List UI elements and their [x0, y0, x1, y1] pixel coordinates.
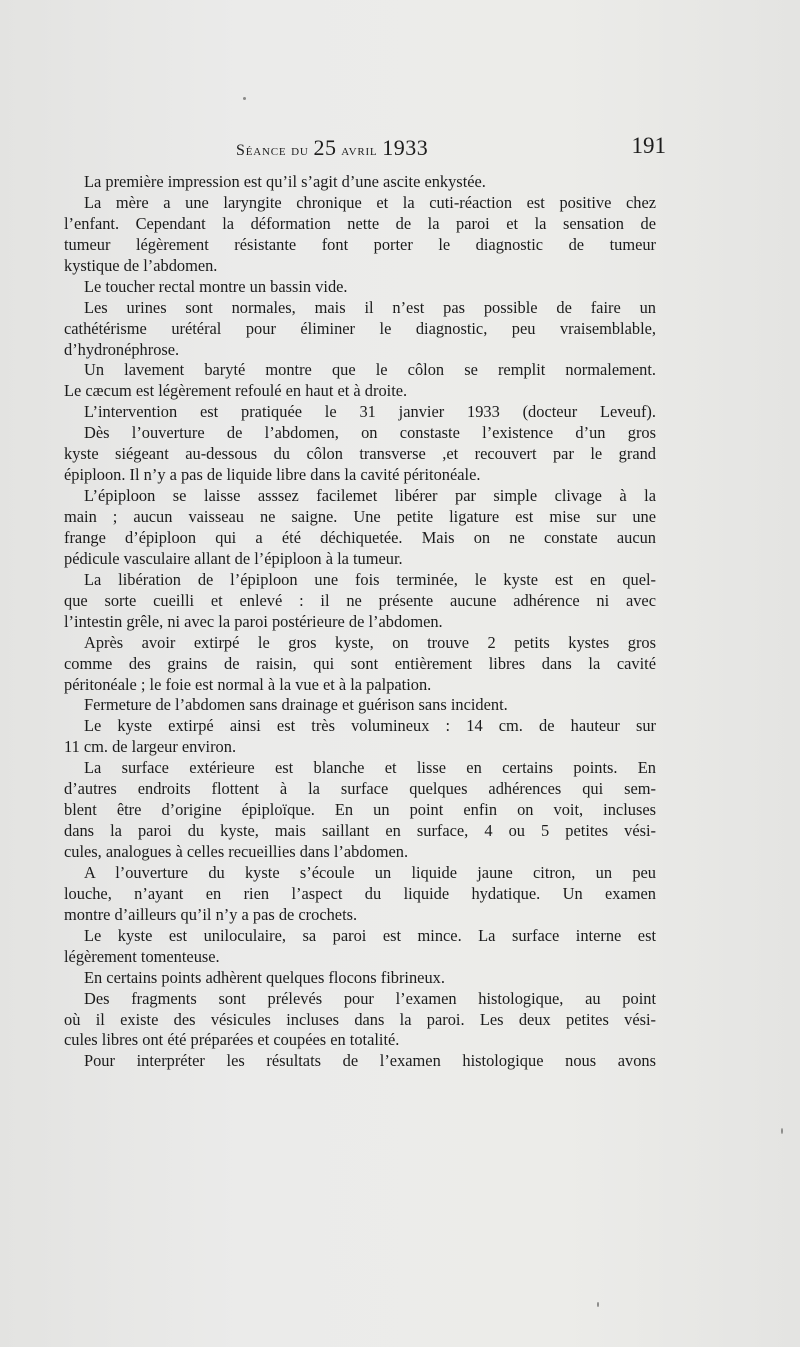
text-line: 11 cm. de largeur environ.: [64, 737, 237, 757]
text-line: A l’ouverture du kyste s’écoule un liquide jaune citron, un peu: [84, 862, 656, 882]
text-line: cules libres ont été préparées et coupées en totalité.: [64, 1030, 400, 1050]
text-line: épiploon. Il n’y a pas de liquide libre dans la cavité péritonéale.: [64, 465, 481, 485]
text-line: frange d’épiploon qui a été déchiquetée. Mais on ne constate aucun: [64, 527, 656, 547]
text-line: kyste siégeant au-dessous du côlon transverse ,et recouvert par le grand: [64, 444, 656, 464]
title-day: 25: [313, 135, 337, 160]
text-line: La libération de l’épiploon une fois terminée, le kyste est en quel-: [84, 569, 656, 589]
text-line: Les urines sont normales, mais il n’est pas possible de faire un: [84, 297, 656, 317]
text-line: Le cæcum est légèrement refoulé en haut et à droite.: [64, 381, 408, 401]
title-month: avril: [336, 142, 383, 159]
text-line: légèrement tomenteuse.: [64, 946, 220, 966]
text-line: d’autres endroits flottent à la surface quelques adhérences qui sem-: [64, 779, 656, 799]
text-line: Pour interpréter les résultats de l’examen histologique nous avons: [84, 1051, 656, 1071]
running-title: [236, 135, 428, 161]
text-line: L’épiploon se laisse asssez facilemet libérer par simple clivage à la: [84, 486, 656, 506]
text-line: péritonéale ; le foie est normal à la vue et à la palpation.: [64, 674, 432, 694]
text-line: Dès l’ouverture de l’abdomen, on constaste l’existence d’un gros: [84, 423, 656, 443]
text-line: En certains points adhèrent quelques flocons fibrineux.: [84, 967, 445, 987]
text-line: Fermeture de l’abdomen sans drainage et guérison sans incident.: [84, 695, 508, 715]
text-line: Des fragments sont prélevés pour l’examen histologique, au point: [84, 988, 656, 1008]
text-line: Le kyste est uniloculaire, sa paroi est mince. La surface interne est: [84, 925, 656, 945]
text-line: Après avoir extirpé le gros kyste, on trouve 2 petits kystes gros: [84, 632, 656, 652]
text-line: d’hydronéphrose.: [64, 339, 180, 359]
paper-speck: [781, 1128, 783, 1134]
body-text: [64, 172, 656, 1072]
page-header: [236, 133, 666, 163]
paper-speck: [243, 97, 246, 100]
text-line: l’intestin grêle, ni avec la paroi postérieure de l’abdomen.: [64, 611, 443, 631]
text-line: La surface extérieure est blanche et lisse en certains points. En: [84, 758, 656, 778]
text-line: cules, analogues à celles recueillies dans l’abdomen.: [64, 842, 409, 861]
text-line: Le toucher rectal montre un bassin vide.: [84, 276, 348, 296]
text-line: L’intervention est pratiquée le 31 janvier 1933 (docteur Leveuf).: [84, 402, 656, 422]
title-seance-du: Séance du: [236, 142, 314, 159]
text-line: cathétérisme urétéral pour éliminer le diagnostic, peu vraisemblable,: [64, 318, 656, 338]
text-line: louche, n’ayant en rien l’aspect du liquide hydatique. Un examen: [64, 883, 656, 903]
text-line: que sorte cueilli et enlevé : il ne présente aucune adhérence ni avec: [64, 590, 656, 610]
title-year: 1933: [382, 135, 429, 160]
text-line: tumeur légèrement résistante font porter le diagnostic de tumeur: [64, 234, 656, 254]
text-line: La première impression est qu’il s’agit d’une ascite enkystée.: [84, 172, 486, 191]
text-line: pédicule vasculaire allant de l’épiploon à la tumeur.: [64, 548, 403, 568]
text-line: Un lavement baryté montre que le côlon se remplit normalement.: [84, 360, 656, 380]
text-line: blent être d’origine épiploïque. En un point enfin on voit, incluses: [64, 800, 656, 820]
page-number: 191: [631, 133, 666, 158]
paper-speck: [597, 1302, 599, 1307]
text-line: La mère a une laryngite chronique et la cuti-réaction est positive chez: [84, 192, 656, 212]
text-line: kystique de l’abdomen.: [64, 255, 218, 275]
text-line: l’enfant. Cependant la déformation nette de la paroi et la sensation de: [64, 213, 656, 233]
text-line: main ; aucun vaisseau ne saigne. Une petite ligature est mise sur une: [64, 507, 656, 526]
text-line: comme des grains de raisin, qui sont entièrement libres dans la cavité: [64, 653, 656, 673]
text-line: montre d’ailleurs qu’il n’y a pas de crochets.: [64, 904, 358, 924]
text-line: où il existe des vésicules incluses dans la paroi. Les deux petites vési-: [64, 1009, 656, 1029]
text-line: dans la paroi du kyste, mais saillant en surface, 4 ou 5 petites vési-: [64, 821, 656, 841]
text-line: Le kyste extirpé ainsi est très volumineux : 14 cm. de hauteur sur: [84, 716, 656, 736]
